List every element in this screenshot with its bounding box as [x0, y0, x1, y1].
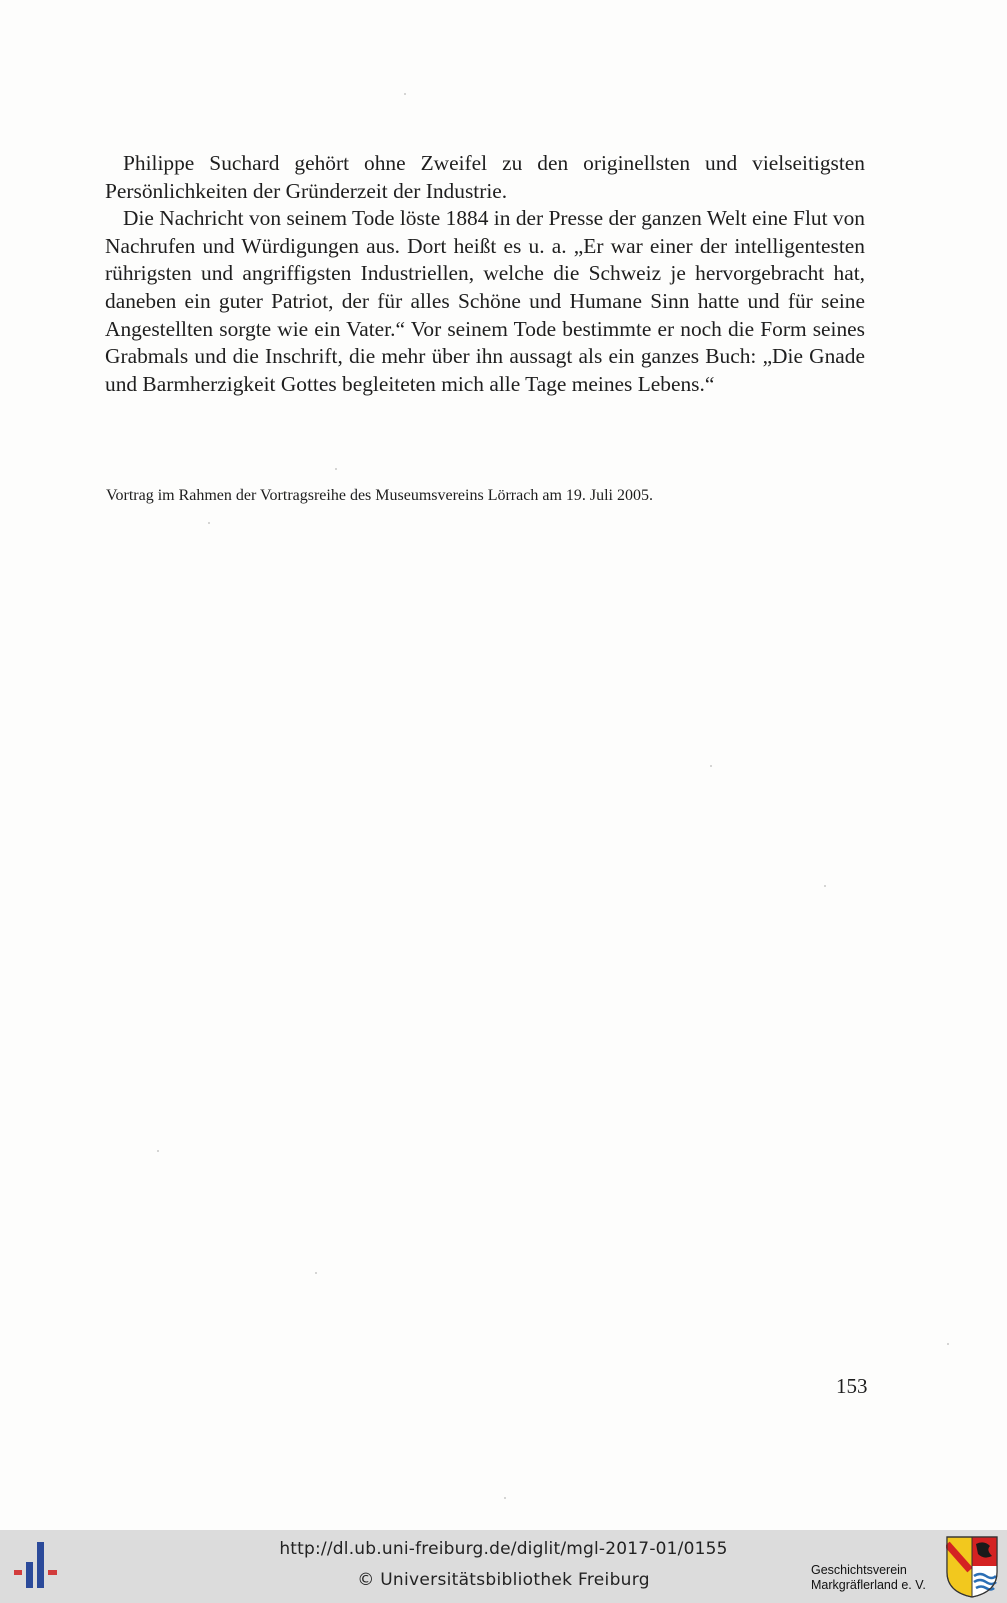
coat-of-arms-icon[interactable]: [946, 1536, 998, 1598]
scan-speck: [824, 885, 826, 887]
body-text: [105, 150, 865, 398]
paragraph-1: Philippe Suchard gehört ohne Zweifel zu den originellsten und vielseitigsten Persönlichkeiten der Gründerzeit der Industrie.: [105, 151, 865, 203]
scan-speck: [335, 468, 337, 470]
scan-speck: [504, 1497, 506, 1499]
scan-speck: [208, 522, 210, 524]
scan-speck: [315, 1272, 317, 1274]
page-number: 153: [836, 1374, 868, 1398]
scan-speck: [157, 1150, 159, 1152]
society-name: [811, 1563, 926, 1593]
footer-url[interactable]: http://dl.ub.uni-freiburg.de/diglit/mgl-2017-01/0155: [279, 1539, 728, 1559]
society-line-1: Geschichtsverein: [811, 1563, 907, 1577]
scan-speck: [710, 765, 712, 767]
society-line-2: Markgräflerland e. V.: [811, 1578, 926, 1592]
paragraph-2: Die Nachricht von seinem Tode löste 1884 in der Presse der ganzen Welt eine Flut von Nachrufen und Würdigungen aus. Dort heißt es u. a. „Er war einer der intelligentesten rührigsten und angriffigsten Industriellen, welche die Schweiz je hervorgebracht hat, daneben ein guter Patriot, der für alles Schöne und Humane Sinn hatte und für seine Angestellten sorgte wie ein Vater.“ Vor seinem Tode bestimmte er noch die Form seines Grabmals und die Inschrift, die mehr über ihn aussagt als ein ganzes Buch: „Die Gnade und Barmherzigkeit Gottes begleiteten mich alle Tage meines Lebens.“: [105, 206, 865, 396]
footer-bar: [0, 1530, 1007, 1603]
scan-speck: [404, 93, 406, 95]
scan-speck: [947, 1343, 949, 1345]
footer-copyright: © Universitätsbibliothek Freiburg: [357, 1570, 650, 1590]
footnote: Vortrag im Rahmen der Vortragsreihe des Museumsvereins Lörrach am 19. Juli 2005.: [106, 487, 653, 504]
